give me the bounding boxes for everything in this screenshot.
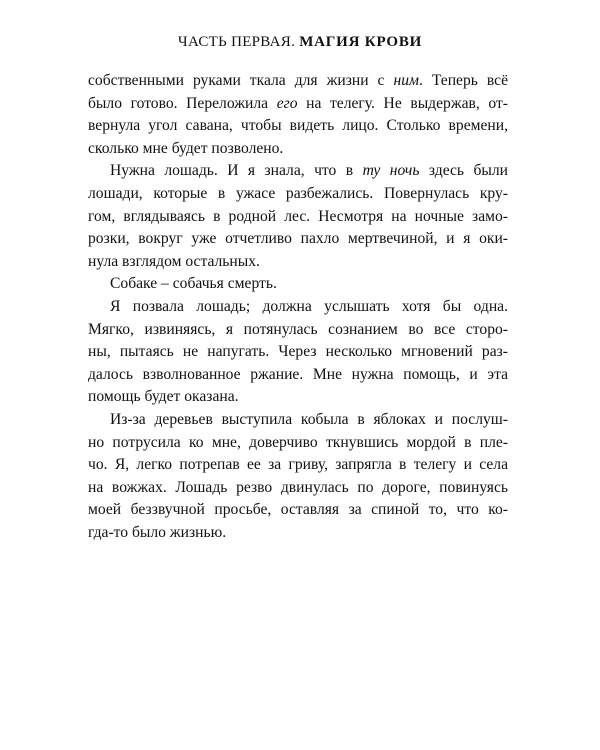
text-segment: гда-то было жизнью. [88,523,227,541]
running-head-title: МАГИЯ КРОВИ [299,34,423,50]
text-segment: Я позвала лошадь; должна услышать хотя бы одна. [110,297,508,315]
text-line [88,386,508,409]
text-segment: но потрусила ко мне, доверчиво ткнувшись мордой в пле- [88,433,508,451]
text-line [88,432,508,455]
text-line [88,251,508,274]
text-segment: помощь будет оказана. [88,388,239,406]
text-line [88,319,508,342]
text-segment: Нужна лошадь. И я знала, что в [110,162,363,180]
text-line [88,138,508,161]
text-line [88,296,508,319]
text-segment: нула взглядом остальных. [88,252,260,270]
paragraph [88,70,508,160]
text-segment: вернула угол савана, чтобы видеть лицо. Столько времени, [88,117,508,135]
text-line [88,341,508,364]
text-segment: Из-за деревьев выступила кобыла в яблоках и послуш- [110,410,508,428]
text-segment: . Теперь всё [418,72,508,89]
text-segment: сколько мне будет позволено. [88,139,284,157]
text-line [88,522,508,545]
text-line [88,273,508,296]
paragraph [88,409,508,545]
body-text [88,70,508,544]
text-segment: Собаке – собачья смерть. [110,275,277,293]
text-segment: гом, вглядываясь в родной лес. Несмотря на ночные замо- [88,207,508,225]
text-segment: на телегу. Не выдержав, от- [297,94,508,112]
text-line [88,477,508,500]
text-line [88,70,508,93]
text-segment: здесь были [419,162,509,180]
text-segment: Мягко, извиняясь, я потянулась сознанием во все сторо- [88,320,508,338]
running-head [0,34,600,51]
text-segment: далось взволнованное ржание. Мне нужна помощь, и эта [88,365,508,383]
text-line [88,409,508,432]
text-line [88,499,508,522]
text-segment: было готово. Переложила [88,94,277,112]
text-segment: розки, вокруг уже отчетливо пахло мертвечиной, и я оки- [88,230,508,248]
text-segment: лошади, которые в ужасе разбежались. Повернулась кру- [88,184,508,202]
text-line [88,160,508,183]
text-line [88,206,508,229]
text-line [88,93,508,116]
text-segment: собственными руками ткала для жизни с [88,72,394,89]
italic-text: ту ночь [362,162,420,180]
paragraph [88,273,508,296]
text-line [88,454,508,477]
text-line [88,228,508,251]
paragraph [88,160,508,273]
text-segment: чо. Я, легко потрепав ее за гриву, запрягла в телегу и села [88,456,508,474]
paragraph [88,296,508,409]
running-head-part: ЧАСТЬ ПЕРВАЯ. [177,34,296,50]
text-segment: на вожжах. Лошадь резво двинулась по дороге, повинуясь [88,478,508,496]
text-line [88,115,508,138]
text-line [88,183,508,206]
italic-text: ним [393,72,419,89]
text-segment: моей беззвучной просьбе, оставляя за спиной то, что ко- [88,501,508,519]
text-line [88,364,508,387]
text-segment: ны, пытаясь не напугать. Через несколько мгновений раз- [88,343,508,361]
italic-text: его [276,94,298,112]
